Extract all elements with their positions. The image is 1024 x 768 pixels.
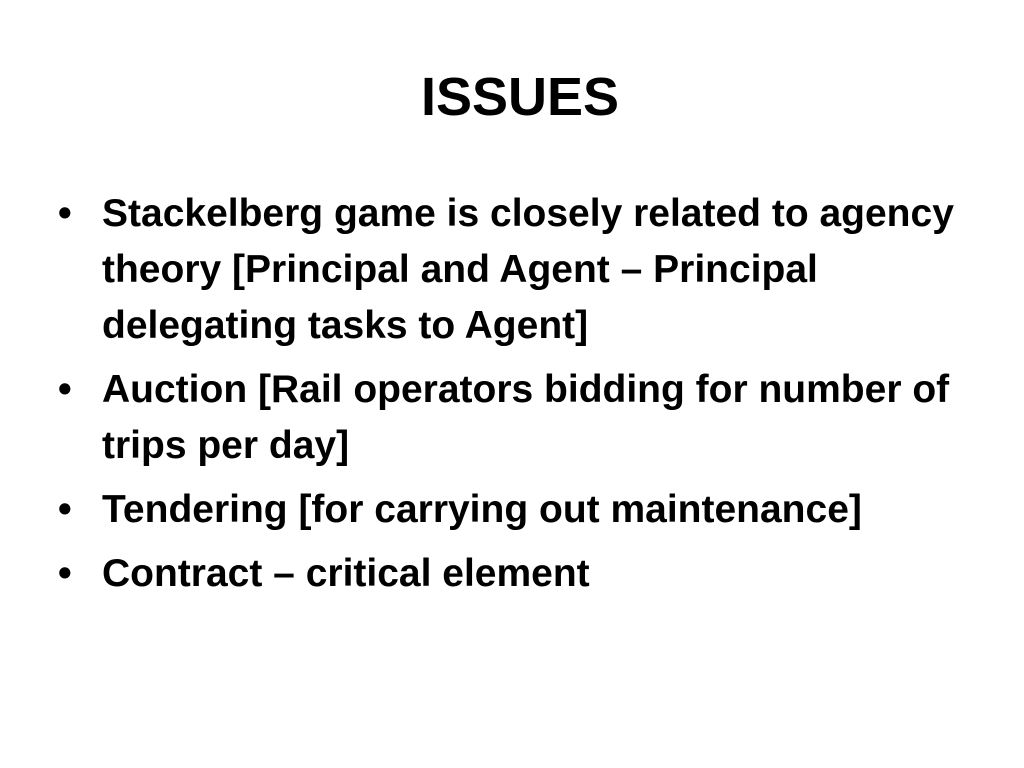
bullet-text: Tendering [for carrying out maintenance] bbox=[102, 488, 862, 531]
bullet-text: Auction [Rail operators bidding for number of trips per day] bbox=[102, 368, 950, 467]
bullet-icon: • bbox=[58, 192, 72, 235]
bullet-text: Stackelberg game is closely related to agency theory [Principal and Agent – Principal delegating tasks to Agent] bbox=[102, 192, 954, 347]
bullet-icon: • bbox=[58, 488, 72, 531]
slide-title: ISSUES bbox=[420, 67, 620, 127]
bullet-text: Contract – critical element bbox=[102, 552, 590, 595]
bullet-item bbox=[58, 546, 958, 602]
bullet-icon: • bbox=[58, 368, 72, 411]
bullet-icon: • bbox=[58, 552, 72, 595]
bullet-list bbox=[58, 186, 958, 610]
bullet-item bbox=[58, 186, 958, 354]
bullet-item bbox=[58, 362, 958, 474]
bullet-item bbox=[58, 482, 958, 538]
